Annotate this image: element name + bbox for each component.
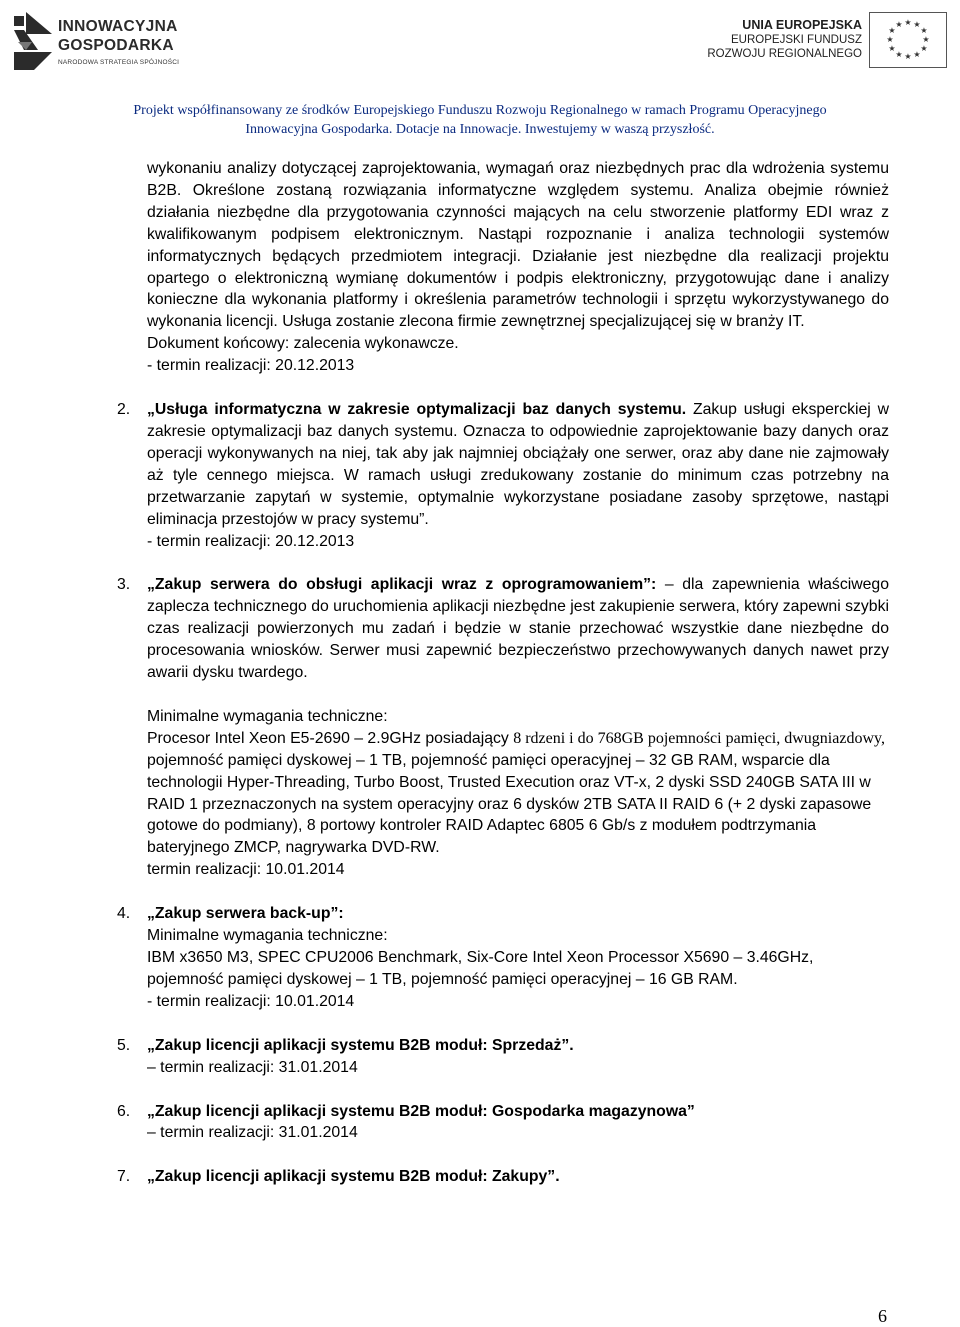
- item-title: „Usługa informatyczna w zakresie optymalizacji baz danych systemu.: [147, 401, 687, 419]
- intro-paragraph: wykonaniu analizy dotyczącej zaprojektowania, wymagań oraz niezbędnych prac dla wdrożenia systemu B2B. Określone zostaną rozwiązania informatyczne względem systemu. Analiza obejmie również działania niezbędne dla przygotowania czynności mających na celu stworzenie platformy EDI wraz z kwalifikowanym podpisem elektronicznym. Nastąpi rozpoznanie i analiza technologii systemów informatycznych będących przedmiotem integracji. Działanie jest niezbędne dla realizacji projektu opartego o elektroniczną wymianę dokumentów i podpis elektroniczny, przygotowując dane i analizy konieczne dla wykonania platformy i określenia parametrów technologii i sprzętu wykorzystywanego do wykonania licencji. Usługa zostanie zlecona firmie zewnętrznej specjalizującej się w branży IT.: [147, 160, 889, 331]
- svg-text:★: ★: [922, 35, 930, 44]
- item-number: 5.: [117, 1036, 131, 1054]
- svg-text:★: ★: [886, 35, 894, 44]
- svg-text:★: ★: [888, 44, 896, 53]
- item-title: „Zakup licencji aplikacji systemu B2B moduł: Gospodarka magazynowa”: [147, 1102, 695, 1120]
- item-3-spec: [147, 728, 889, 859]
- item-4-requirements-label: Minimalne wymagania techniczne:: [147, 927, 388, 945]
- page-number: 6: [878, 1306, 887, 1326]
- svg-text:★: ★: [913, 20, 921, 29]
- innowacyjna-gospodarka-logo: [12, 12, 182, 72]
- project-line-2: Innowacyjna Gospodarka. Dotacje na Innowacje. Inwestujemy w waszą przyszłość.: [245, 122, 715, 137]
- eu-line-2: EUROPEJSKI FUNDUSZ: [731, 34, 862, 46]
- item-5-term: – termin realizacji: 31.01.2014: [147, 1058, 358, 1076]
- ig-logo-icon: [12, 12, 54, 72]
- item-title: „Zakup serwera back-up”:: [147, 905, 344, 923]
- logo-tagline: NARODOWA STRATEGIA SPÓJNOŚCI: [58, 59, 180, 66]
- intro-term: - termin realizacji: 20.12.2013: [147, 357, 355, 375]
- eu-logo: [707, 12, 947, 72]
- spec-part-b: 8 rdzeni i do 768GB pojemności pamięci, dwugniazdowy,: [513, 729, 885, 747]
- item-number: 6.: [117, 1102, 131, 1120]
- eu-line-1: UNIA EUROPEJSKA: [742, 18, 862, 32]
- page-header: [0, 0, 960, 150]
- svg-text:★: ★: [904, 52, 912, 61]
- item-2-term: - termin realizacji: 20.12.2013: [147, 532, 355, 550]
- svg-text:★: ★: [895, 50, 903, 59]
- list-item-5: [117, 1035, 889, 1057]
- svg-text:★: ★: [920, 44, 928, 53]
- svg-text:★: ★: [904, 18, 912, 27]
- list-item-7: [117, 1166, 889, 1188]
- project-statement: [0, 101, 960, 139]
- item-4-spec: IBM x3650 M3, SPEC CPU2006 Benchmark, Six-Core Intel Xeon Processor X5690 – 3.46GHz, pojemność pamięci dyskowej – 1 TB, pojemność pamięci operacyjnej – 16 GB RAM.: [147, 949, 814, 988]
- item-number: 3.: [117, 576, 131, 594]
- spec-part-c: pojemność pamięci dyskowej – 1 TB, pojemność pamięci operacyjnej – 32 GB RAM, wsparcie dla technologii Hyper-Threading, Turbo Boost, Trusted Execution oraz VT-x, 2 dyski SSD 240GB SATA III w RAID 1 przeznaczonych na system operacyjny oraz 6 dysków 2TB SATA II RAID 6 (+ 2 dyski zapasowe gotowe do podmiany), 8 portowy kontroler RAID Adaptec 6805 6 Gb/s z modułem podtrzymania bateryjnego ZMCP, nagrywarka DVD-RW.: [147, 751, 872, 857]
- svg-text:★: ★: [920, 26, 928, 35]
- project-line-1: Projekt współfinansowany ze środków Europejskiego Funduszu Rozwoju Regionalnego w ramach Programu Operacyjnego: [133, 103, 827, 118]
- item-number: 7.: [117, 1168, 131, 1186]
- logo-line-1: INNOWACYJNA: [58, 18, 178, 35]
- logo-line-2: GOSPODARKA: [58, 37, 174, 54]
- item-number: 4.: [117, 905, 131, 923]
- eu-line-3: ROZWOJU REGIONALNEGO: [707, 48, 862, 60]
- svg-text:★: ★: [913, 50, 921, 59]
- item-body: – dla zapewnienia właściwego zaplecza technicznego do uruchomienia aplikacji niezbędne jest zakupienie serwera, który zapewni szybki czas realizacji powierzonych mu zadań i będzie w stanie przechować wszystkie dane niezbędne do procesowania wniosków. Serwer musi zapewnić bezpieczeństwo przechowywanych danych nawet przy awarii dysku twardego.: [147, 576, 889, 682]
- item-number: 2.: [117, 401, 131, 419]
- list-item-4: [117, 903, 889, 925]
- document-body: [117, 158, 889, 1188]
- item-title: „Zakup serwera do obsługi aplikacji wraz z oprogramowaniem”:: [147, 576, 657, 594]
- list-item-6: [117, 1101, 889, 1123]
- svg-text:★: ★: [888, 26, 896, 35]
- item-title: „Zakup licencji aplikacji systemu B2B moduł: Zakupy”.: [147, 1168, 560, 1186]
- intro-document: Dokument końcowy: zalecenia wykonawcze.: [147, 335, 459, 353]
- item-3-requirements-label: Minimalne wymagania techniczne:: [147, 707, 388, 725]
- list-item-2: [117, 399, 889, 530]
- svg-text:★: ★: [895, 20, 903, 29]
- spec-part-a: Procesor Intel Xeon E5-2690 – 2.9GHz posiadający: [147, 729, 514, 747]
- item-6-term: – termin realizacji: 31.01.2014: [147, 1124, 358, 1142]
- list-item-3: [117, 574, 889, 684]
- item-3-term: termin realizacji: 10.01.2014: [147, 861, 345, 879]
- item-title: „Zakup licencji aplikacji systemu B2B moduł: Sprzedaż”.: [147, 1036, 574, 1054]
- item-4-term: - termin realizacji: 10.01.2014: [147, 992, 355, 1010]
- eu-flag-icon: [869, 12, 947, 68]
- item-body: Zakup usługi eksperckiej w zakresie optymalizacji baz danych systemu. Oznacza to odpowiednie zaprojektowanie bazy danych oraz operacji wykonywanych na niej, tak aby jak najmniej obciążały one serwer, oraz aby dane nie zajmowały aż tyle cennego miejsca. W ramach usługi zredukowany zostanie do minimum czas potrzebny na przetwarzanie zapytań w systemie, optymalnie wykorzystane posiadane zasoby sprzętowe, nastąpi eliminacja przestojów w pracy systemu”.: [147, 401, 889, 528]
